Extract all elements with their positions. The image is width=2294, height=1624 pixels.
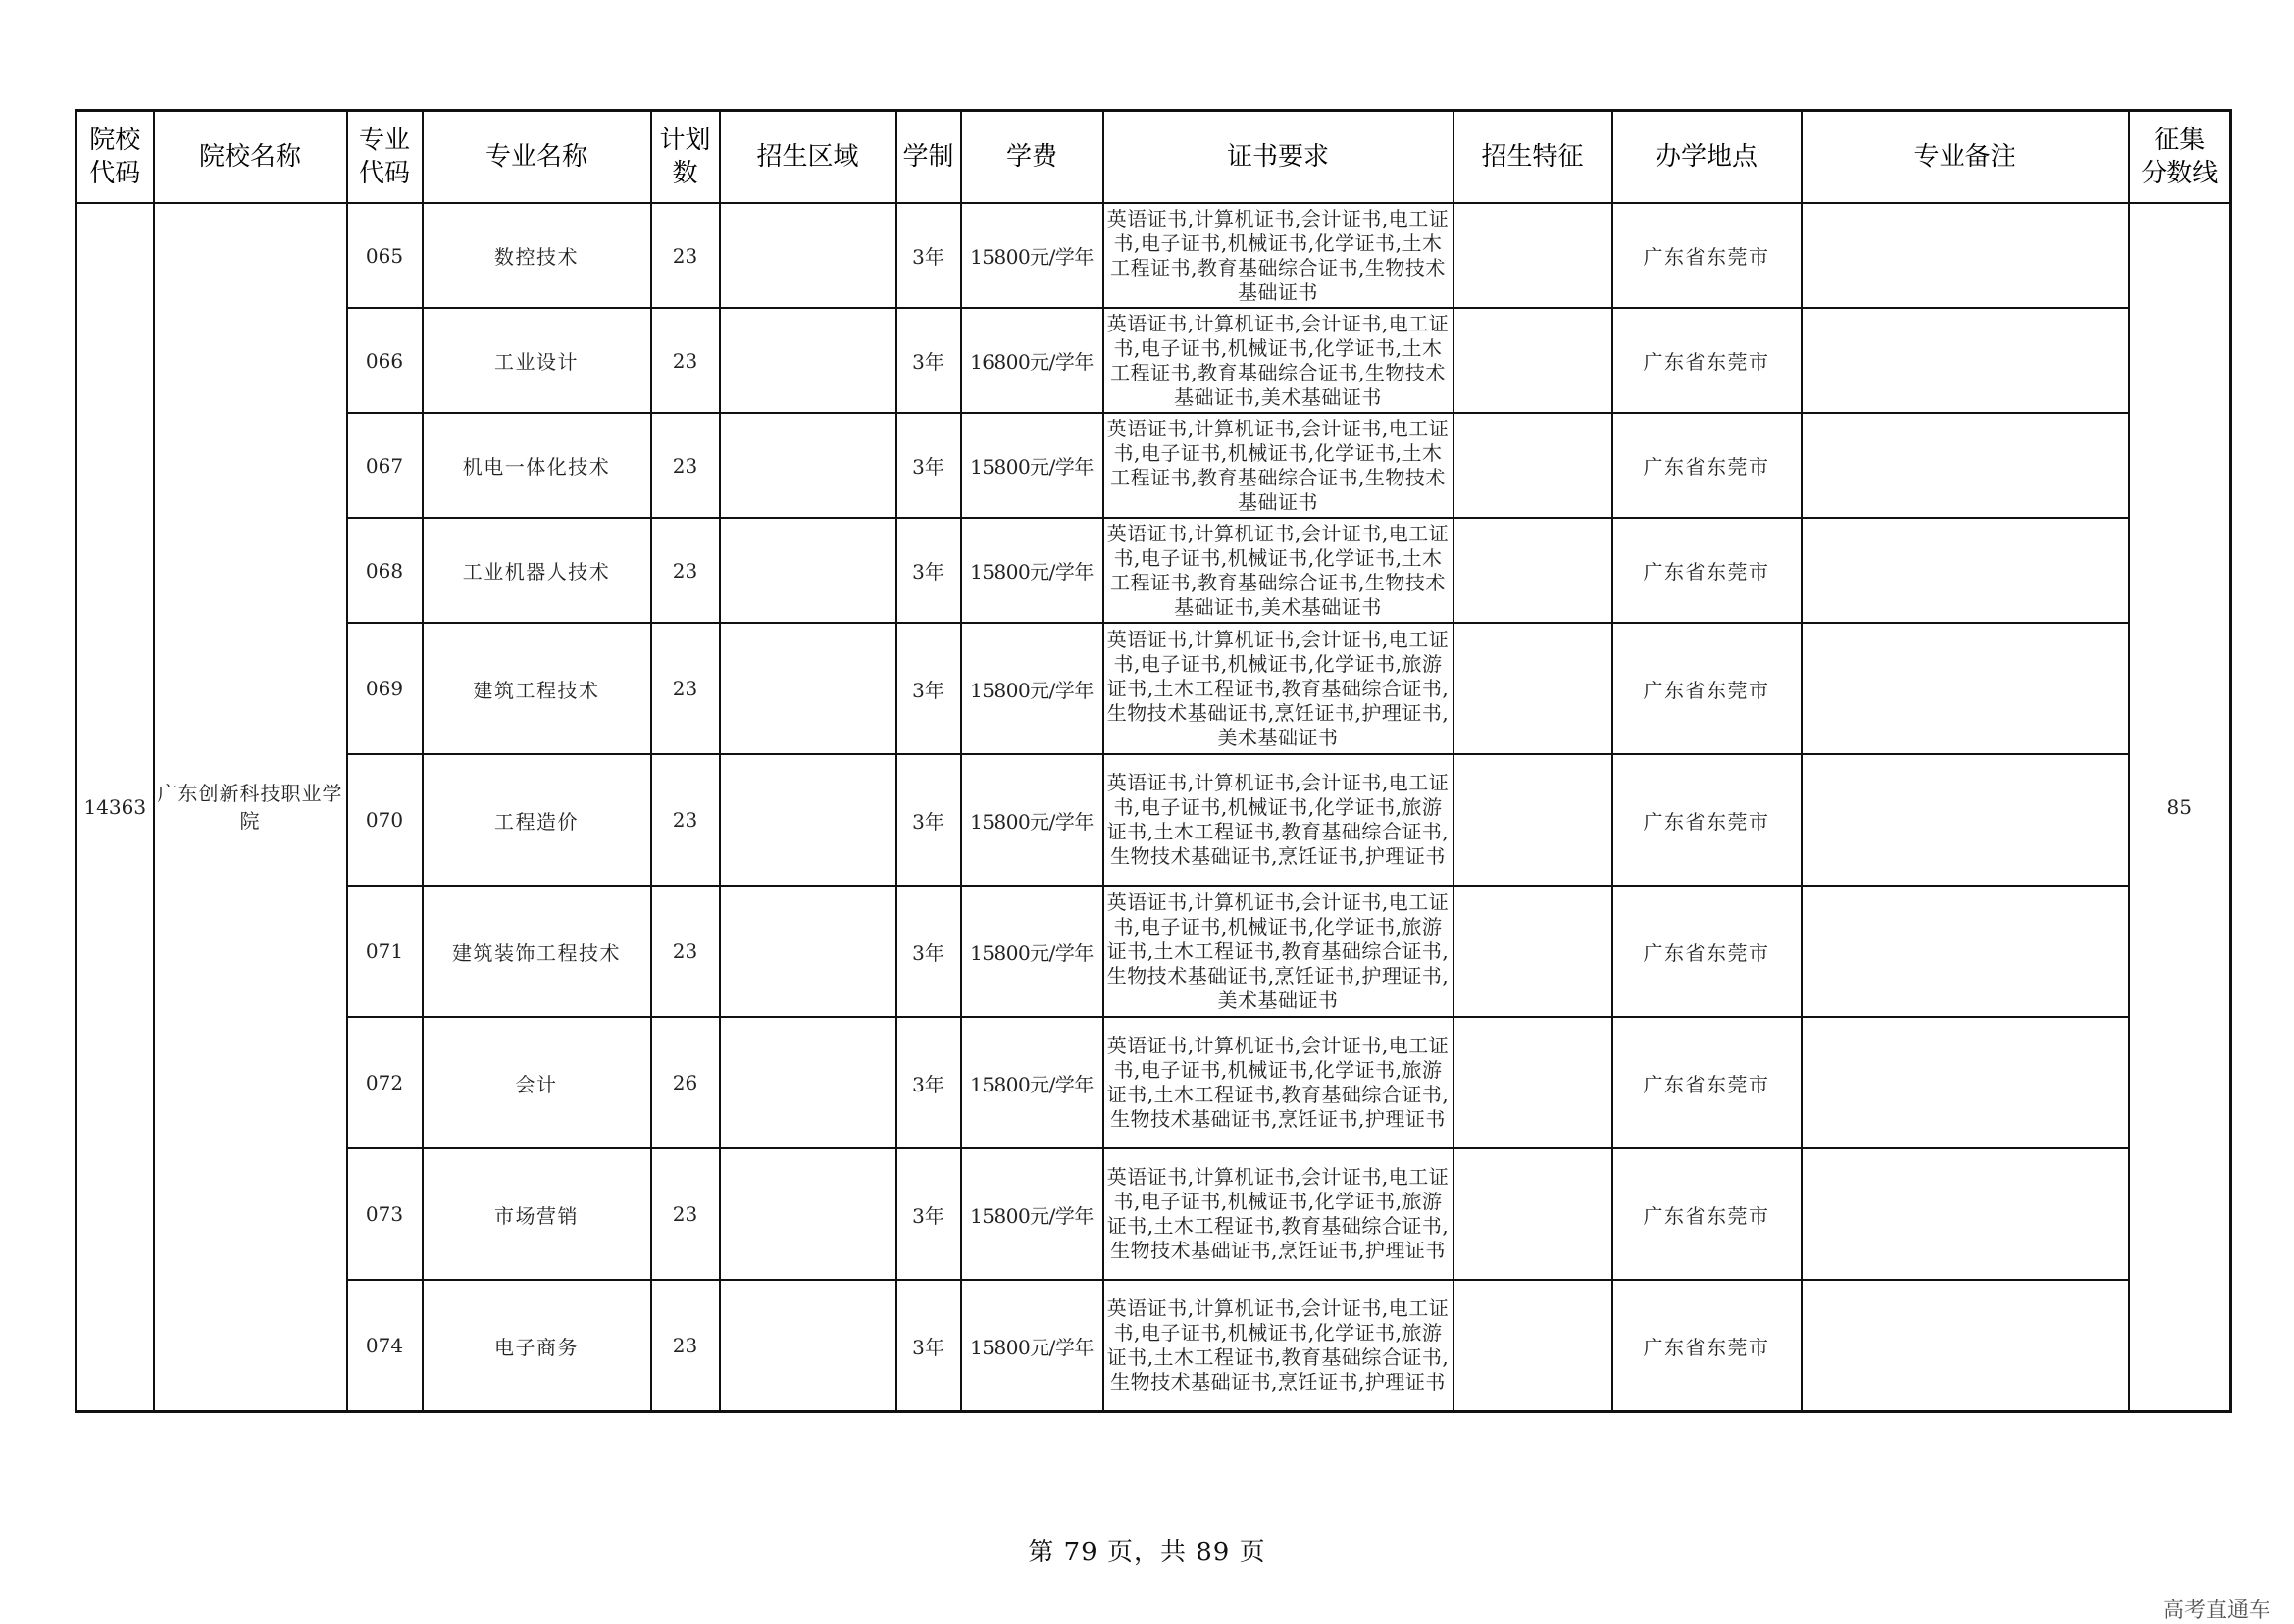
location-cell: 广东省东莞市 bbox=[1612, 308, 1802, 413]
table-row bbox=[76, 413, 2231, 518]
page-current: 79 bbox=[1063, 1538, 1098, 1567]
watermark: 高考直通车 bbox=[2162, 1599, 2270, 1623]
duration-cell: 3年 bbox=[896, 308, 961, 413]
plan-cell: 23 bbox=[651, 1280, 720, 1412]
region-cell bbox=[720, 1017, 896, 1148]
major-code-cell: 072 bbox=[347, 1017, 423, 1148]
major-code-cell: 073 bbox=[347, 1148, 423, 1280]
remark-cell bbox=[1802, 1148, 2129, 1280]
cert-cell: 英语证书,计算机证书,会计证书,电工证书,电子证书,机械证书,化学证书,土木工程证书,教育基础综合证书,生物技术基础证书,美术基础证书 bbox=[1103, 308, 1453, 413]
tuition-cell: 15800元/学年 bbox=[961, 203, 1103, 308]
table-row bbox=[76, 886, 2231, 1017]
plan-cell: 23 bbox=[651, 203, 720, 308]
page-suffix: 页 bbox=[1239, 1538, 1266, 1567]
remark-cell bbox=[1802, 623, 2129, 754]
header-major-code: 专业 代码 bbox=[347, 111, 423, 204]
header-school-name: 院校名称 bbox=[154, 111, 347, 204]
region-cell bbox=[720, 413, 896, 518]
major-name-cell: 会计 bbox=[423, 1017, 651, 1148]
header-duration: 学制 bbox=[896, 111, 961, 204]
tuition-cell: 15800元/学年 bbox=[961, 518, 1103, 623]
plan-cell: 23 bbox=[651, 623, 720, 754]
cert-cell: 英语证书,计算机证书,会计证书,电工证书,电子证书,机械证书,化学证书,土木工程证书,教育基础综合证书,生物技术基础证书 bbox=[1103, 413, 1453, 518]
header-tuition: 学费 bbox=[961, 111, 1103, 204]
cert-cell: 英语证书,计算机证书,会计证书,电工证书,电子证书,机械证书,化学证书,旅游证书,土木工程证书,教育基础综合证书,生物技术基础证书,烹饪证书,护理证书 bbox=[1103, 1017, 1453, 1148]
feature-cell bbox=[1453, 413, 1612, 518]
plan-cell: 23 bbox=[651, 1148, 720, 1280]
remark-cell bbox=[1802, 203, 2129, 308]
major-name-cell: 建筑装饰工程技术 bbox=[423, 886, 651, 1017]
remark-cell bbox=[1802, 1280, 2129, 1412]
tuition-cell: 15800元/学年 bbox=[961, 1280, 1103, 1412]
location-cell: 广东省东莞市 bbox=[1612, 623, 1802, 754]
header-location: 办学地点 bbox=[1612, 111, 1802, 204]
plan-cell: 23 bbox=[651, 886, 720, 1017]
location-cell: 广东省东莞市 bbox=[1612, 203, 1802, 308]
region-cell bbox=[720, 886, 896, 1017]
plan-cell: 26 bbox=[651, 1017, 720, 1148]
remark-cell bbox=[1802, 518, 2129, 623]
region-cell bbox=[720, 1148, 896, 1280]
remark-cell bbox=[1802, 308, 2129, 413]
major-code-cell: 069 bbox=[347, 623, 423, 754]
location-cell: 广东省东莞市 bbox=[1612, 518, 1802, 623]
major-name-cell: 电子商务 bbox=[423, 1280, 651, 1412]
table-row bbox=[76, 1148, 2231, 1280]
duration-cell: 3年 bbox=[896, 413, 961, 518]
feature-cell bbox=[1453, 308, 1612, 413]
region-cell bbox=[720, 518, 896, 623]
tuition-cell: 15800元/学年 bbox=[961, 623, 1103, 754]
feature-cell bbox=[1453, 1280, 1612, 1412]
school-name-cell: 广东创新科技职业学院 bbox=[154, 203, 347, 1412]
major-name-cell: 工业设计 bbox=[423, 308, 651, 413]
duration-cell: 3年 bbox=[896, 886, 961, 1017]
feature-cell bbox=[1453, 203, 1612, 308]
table-body bbox=[76, 203, 2231, 1412]
duration-cell: 3年 bbox=[896, 203, 961, 308]
tuition-cell: 15800元/学年 bbox=[961, 754, 1103, 886]
feature-cell bbox=[1453, 518, 1612, 623]
tuition-cell: 16800元/学年 bbox=[961, 308, 1103, 413]
feature-cell bbox=[1453, 886, 1612, 1017]
major-name-cell: 市场营销 bbox=[423, 1148, 651, 1280]
header-cutoff: 征集 分数线 bbox=[2129, 111, 2231, 204]
page-total: 89 bbox=[1196, 1538, 1231, 1567]
header-feature: 招生特征 bbox=[1453, 111, 1612, 204]
table-row bbox=[76, 308, 2231, 413]
location-cell: 广东省东莞市 bbox=[1612, 1280, 1802, 1412]
location-cell: 广东省东莞市 bbox=[1612, 1017, 1802, 1148]
feature-cell bbox=[1453, 1148, 1612, 1280]
remark-cell bbox=[1802, 1017, 2129, 1148]
tuition-cell: 15800元/学年 bbox=[961, 413, 1103, 518]
cutoff-cell: 85 bbox=[2129, 203, 2231, 1412]
header-school-code: 院校 代码 bbox=[76, 111, 154, 204]
table-row bbox=[76, 754, 2231, 886]
table-row bbox=[76, 203, 2231, 308]
remark-cell bbox=[1802, 413, 2129, 518]
feature-cell bbox=[1453, 1017, 1612, 1148]
cert-cell: 英语证书,计算机证书,会计证书,电工证书,电子证书,机械证书,化学证书,土木工程证书,教育基础综合证书,生物技术基础证书 bbox=[1103, 203, 1453, 308]
location-cell: 广东省东莞市 bbox=[1612, 886, 1802, 1017]
major-name-cell: 机电一体化技术 bbox=[423, 413, 651, 518]
admissions-table bbox=[75, 109, 2232, 1413]
region-cell bbox=[720, 1280, 896, 1412]
plan-cell: 23 bbox=[651, 518, 720, 623]
feature-cell bbox=[1453, 623, 1612, 754]
major-code-cell: 068 bbox=[347, 518, 423, 623]
cert-cell: 英语证书,计算机证书,会计证书,电工证书,电子证书,机械证书,化学证书,旅游证书,土木工程证书,教育基础综合证书,生物技术基础证书,烹饪证书,护理证书,美术基础证书 bbox=[1103, 886, 1453, 1017]
major-code-cell: 067 bbox=[347, 413, 423, 518]
plan-cell: 23 bbox=[651, 754, 720, 886]
cert-cell: 英语证书,计算机证书,会计证书,电工证书,电子证书,机械证书,化学证书,旅游证书,土木工程证书,教育基础综合证书,生物技术基础证书,烹饪证书,护理证书 bbox=[1103, 1280, 1453, 1412]
location-cell: 广东省东莞市 bbox=[1612, 413, 1802, 518]
major-code-cell: 074 bbox=[347, 1280, 423, 1412]
major-code-cell: 066 bbox=[347, 308, 423, 413]
duration-cell: 3年 bbox=[896, 623, 961, 754]
cert-cell: 英语证书,计算机证书,会计证书,电工证书,电子证书,机械证书,化学证书,旅游证书,土木工程证书,教育基础综合证书,生物技术基础证书,烹饪证书,护理证书,美术基础证书 bbox=[1103, 623, 1453, 754]
duration-cell: 3年 bbox=[896, 1280, 961, 1412]
tuition-cell: 15800元/学年 bbox=[961, 1148, 1103, 1280]
duration-cell: 3年 bbox=[896, 1148, 961, 1280]
region-cell bbox=[720, 308, 896, 413]
duration-cell: 3年 bbox=[896, 754, 961, 886]
cert-cell: 英语证书,计算机证书,会计证书,电工证书,电子证书,机械证书,化学证书,旅游证书,土木工程证书,教育基础综合证书,生物技术基础证书,烹饪证书,护理证书 bbox=[1103, 1148, 1453, 1280]
page-middle: 页，共 bbox=[1106, 1538, 1187, 1567]
school-code-cell: 14363 bbox=[76, 203, 154, 1412]
region-cell bbox=[720, 623, 896, 754]
header-region: 招生区域 bbox=[720, 111, 896, 204]
plan-cell: 23 bbox=[651, 308, 720, 413]
location-cell: 广东省东莞市 bbox=[1612, 1148, 1802, 1280]
major-code-cell: 070 bbox=[347, 754, 423, 886]
tuition-cell: 15800元/学年 bbox=[961, 1017, 1103, 1148]
region-cell bbox=[720, 203, 896, 308]
page-footer bbox=[0, 1532, 2294, 1568]
cert-cell: 英语证书,计算机证书,会计证书,电工证书,电子证书,机械证书,化学证书,土木工程证书,教育基础综合证书,生物技术基础证书,美术基础证书 bbox=[1103, 518, 1453, 623]
feature-cell bbox=[1453, 754, 1612, 886]
major-code-cell: 071 bbox=[347, 886, 423, 1017]
location-cell: 广东省东莞市 bbox=[1612, 754, 1802, 886]
header-remark: 专业备注 bbox=[1802, 111, 2129, 204]
major-code-cell: 065 bbox=[347, 203, 423, 308]
table-row bbox=[76, 1017, 2231, 1148]
header-major-name: 专业名称 bbox=[423, 111, 651, 204]
table-row bbox=[76, 623, 2231, 754]
major-name-cell: 工程造价 bbox=[423, 754, 651, 886]
major-name-cell: 工业机器人技术 bbox=[423, 518, 651, 623]
region-cell bbox=[720, 754, 896, 886]
header-cert: 证书要求 bbox=[1103, 111, 1453, 204]
major-name-cell: 数控技术 bbox=[423, 203, 651, 308]
table-row bbox=[76, 518, 2231, 623]
major-name-cell: 建筑工程技术 bbox=[423, 623, 651, 754]
tuition-cell: 15800元/学年 bbox=[961, 886, 1103, 1017]
remark-cell bbox=[1802, 754, 2129, 886]
header-row bbox=[76, 111, 2231, 204]
duration-cell: 3年 bbox=[896, 1017, 961, 1148]
duration-cell: 3年 bbox=[896, 518, 961, 623]
plan-cell: 23 bbox=[651, 413, 720, 518]
remark-cell bbox=[1802, 886, 2129, 1017]
table-row bbox=[76, 1280, 2231, 1412]
page-prefix: 第 bbox=[1028, 1538, 1055, 1567]
header-plan: 计划 数 bbox=[651, 111, 720, 204]
cert-cell: 英语证书,计算机证书,会计证书,电工证书,电子证书,机械证书,化学证书,旅游证书,土木工程证书,教育基础综合证书,生物技术基础证书,烹饪证书,护理证书 bbox=[1103, 754, 1453, 886]
